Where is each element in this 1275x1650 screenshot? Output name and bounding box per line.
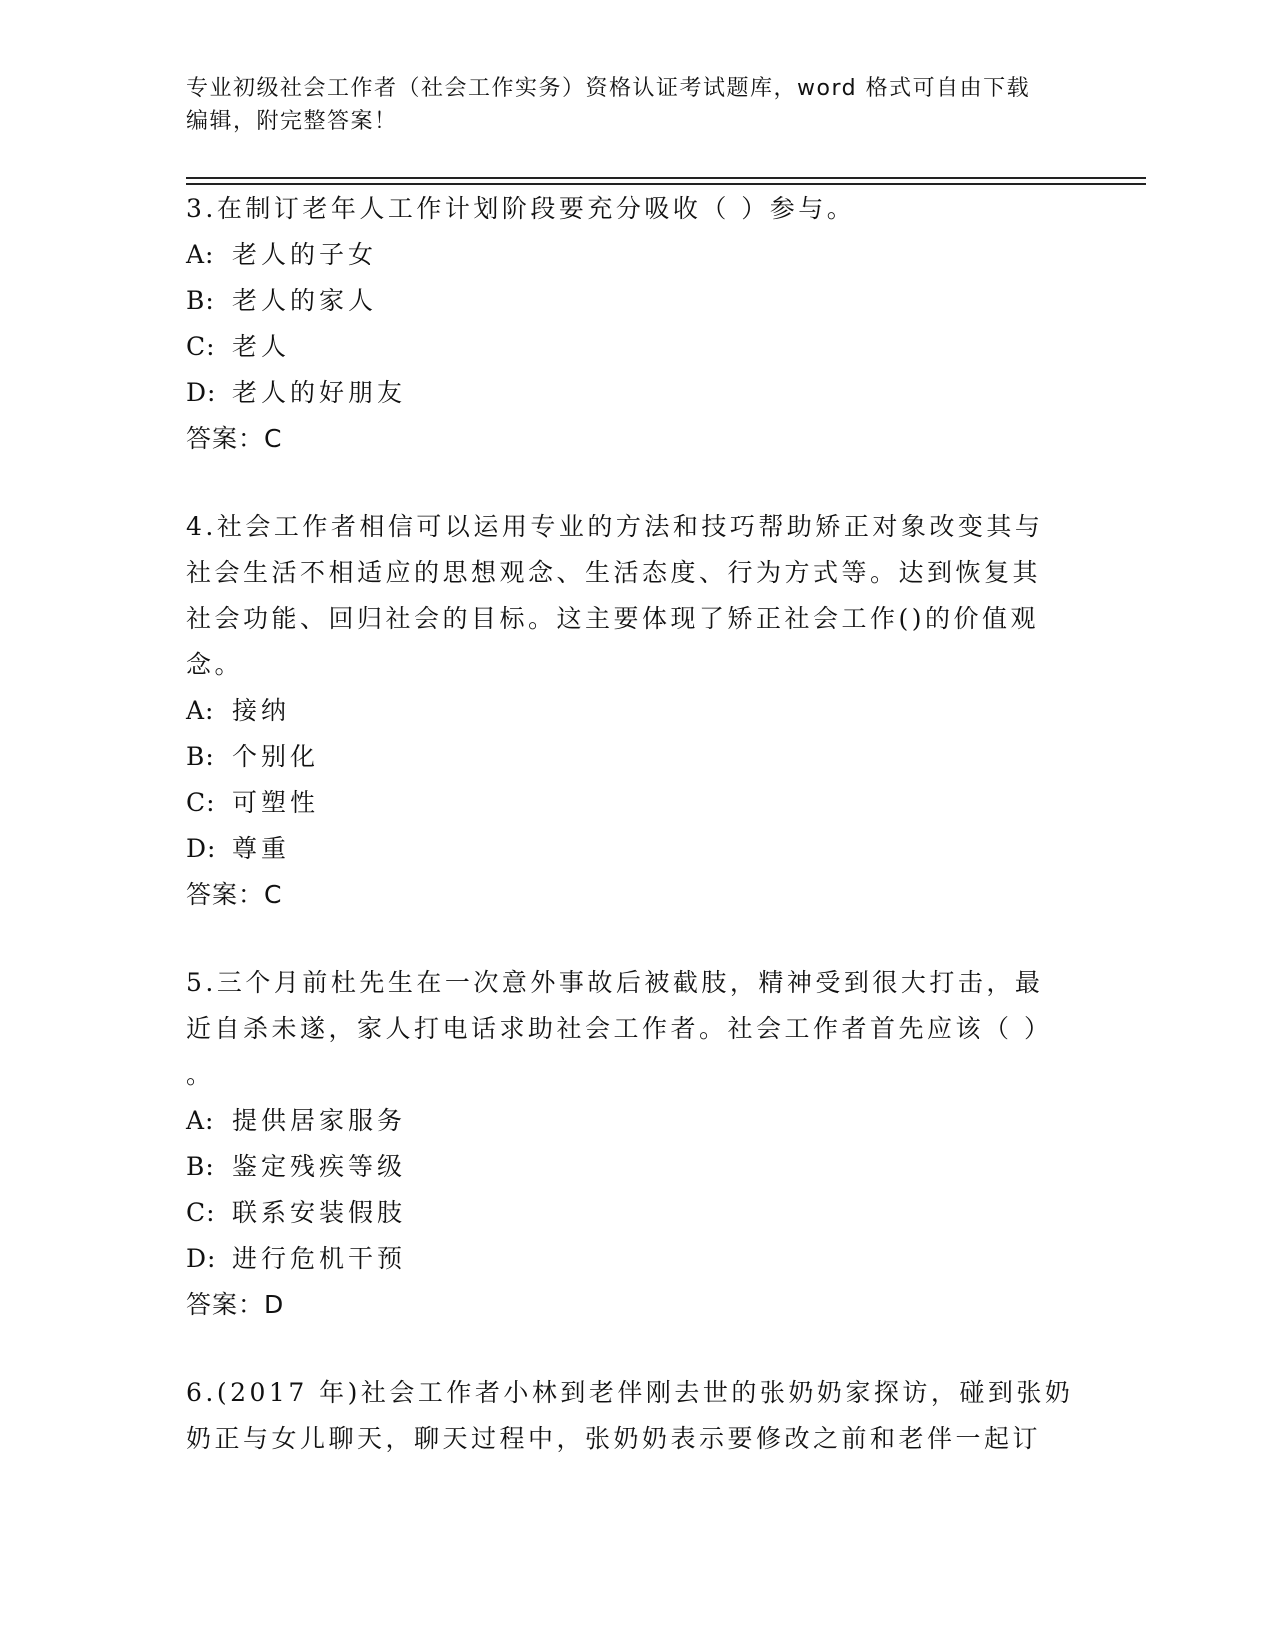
option-c	[186, 1190, 1066, 1236]
option-c	[186, 324, 1066, 370]
option-text: 鉴定残疾等级	[232, 1152, 407, 1181]
option-key: A:	[186, 1106, 215, 1135]
option-c	[186, 780, 1066, 826]
option-d	[186, 826, 1066, 872]
option-b	[186, 734, 1066, 780]
question-stem-line: 6.(2017 年)社会工作者小林到老伴刚去世的张奶奶家探访，碰到张奶	[186, 1378, 1074, 1407]
question-stem-line: 3.在制订老年人工作计划阶段要充分吸收（ ）参与。	[186, 194, 856, 223]
option-a	[186, 1098, 1066, 1144]
option-text: 接纳	[232, 696, 291, 725]
question-stem-line: 社会生活不相适应的思想观念、生活态度、行为方式等。达到恢复其	[186, 558, 1042, 587]
option-text: 提供居家服务	[232, 1106, 407, 1135]
header-rule-bottom	[186, 183, 1146, 185]
option-text: 老人	[232, 332, 291, 361]
option-key: D:	[186, 834, 217, 863]
option-d	[186, 370, 1066, 416]
question-6	[186, 1370, 1074, 1462]
option-key: C:	[186, 788, 216, 817]
question-4	[186, 504, 1066, 918]
option-key: C:	[186, 1198, 216, 1227]
option-text: 老人的家人	[232, 286, 378, 315]
header-rule-top	[186, 177, 1146, 179]
option-text: 个别化	[232, 742, 320, 771]
option-key: C:	[186, 332, 216, 361]
question-stem-line: 5.三个月前杜先生在一次意外事故后被截肢，精神受到很大打击，最	[186, 968, 1044, 997]
document-header	[186, 72, 1076, 138]
question-list	[186, 186, 1074, 1504]
answer-line: 答案：C	[186, 880, 283, 909]
option-d	[186, 1236, 1066, 1282]
question-stem-line: 奶正与女儿聊天，聊天过程中，张奶奶表示要修改之前和老伴一起订	[186, 1424, 1042, 1453]
question-stem-line: 社会功能、回归社会的目标。这主要体现了矫正社会工作()的价值观	[186, 604, 1040, 633]
option-a	[186, 232, 1066, 278]
question-3	[186, 186, 1066, 462]
option-text: 尊重	[232, 834, 291, 863]
option-b	[186, 278, 1066, 324]
option-key: A:	[186, 696, 215, 725]
option-a	[186, 688, 1066, 734]
option-key: D:	[186, 378, 217, 407]
option-b	[186, 1144, 1066, 1190]
option-text: 联系安装假肢	[232, 1198, 407, 1227]
question-stem-line: 近自杀未遂，家人打电话求助社会工作者。社会工作者首先应该（ ）	[186, 1014, 1053, 1043]
option-text: 可塑性	[232, 788, 320, 817]
answer-line: 答案：D	[186, 1290, 285, 1319]
option-text: 老人的好朋友	[232, 378, 407, 407]
question-5	[186, 960, 1066, 1328]
answer-line: 答案：C	[186, 424, 283, 453]
header-line: 专业初级社会工作者（社会工作实务）资格认证考试题库，word 格式可自由下载	[186, 76, 1031, 101]
option-text: 老人的子女	[232, 240, 378, 269]
option-key: D:	[186, 1244, 217, 1273]
option-key: A:	[186, 240, 215, 269]
header-line: 编辑，附完整答案！	[186, 109, 398, 134]
option-key: B:	[186, 1152, 215, 1181]
question-stem-line: 4.社会工作者相信可以运用专业的方法和技巧帮助矫正对象改变其与	[186, 512, 1044, 541]
option-text: 进行危机干预	[232, 1244, 407, 1273]
question-stem-line: 念。	[186, 650, 244, 679]
option-key: B:	[186, 742, 215, 771]
option-key: B:	[186, 286, 215, 315]
question-stem-line: 。	[186, 1060, 215, 1089]
